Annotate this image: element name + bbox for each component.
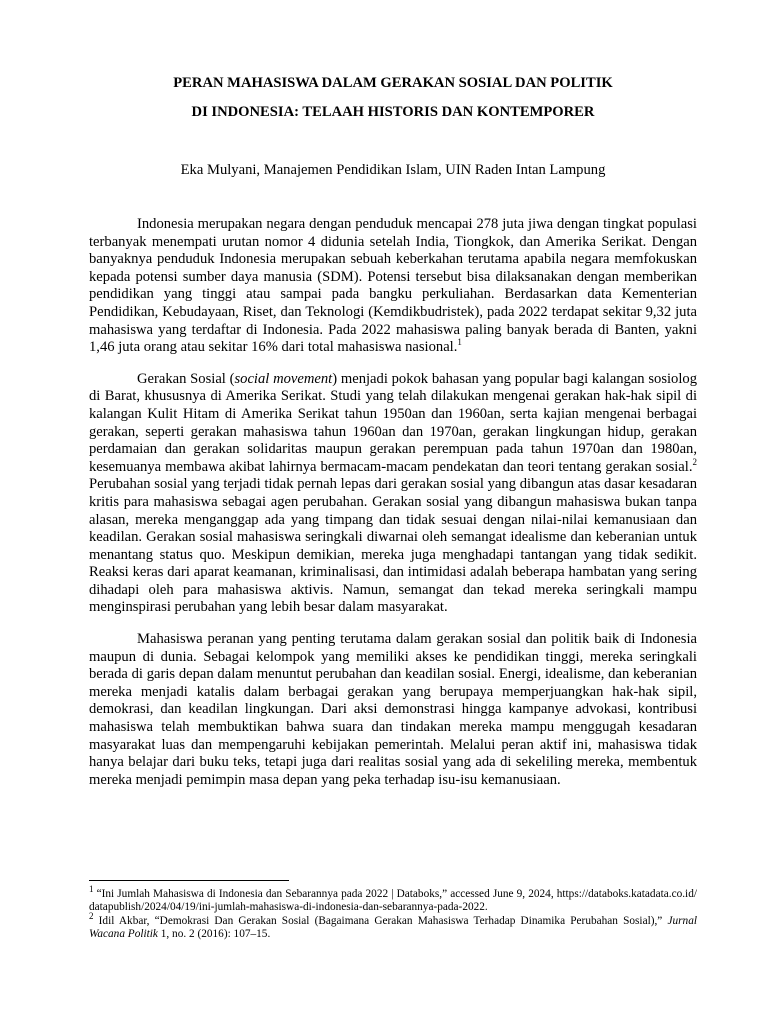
paragraph-2-text-c: Perubahan sosial yang terjadi tidak pernah lepas dari gerakan sosial yang dibangun atas dasar kesadaran kritis para mahasiswa sebagai agen perubahan. Gerakan sosial yang dibangun mahasiswa bukan tanpa alasan, mereka menganggap ada yang timpang dan tidak sesuai dengan nilai-nilai kemanusiaan dan keadilan. Gerakan sosial mahasiswa seringkali diwarnai oleh semangat idealisme dan keberanian untuk menantang status quo. Meskipun demikian, mereka juga menghadapi tantangan yang tidak sedikit. Reaksi keras dari aparat keamanan, kriminalisasi, dan intimidasi adalah beberapa hambatan yang sering dihadapi oleh para mahasiswa aktivis. Namun, semangat dan tekad mereka seringkali mampu menginspirasi perubahan yang lebih besar dalam masyarakat. xyxy=(89,476,697,616)
footnotes xyxy=(89,884,697,941)
footnote-1-url[interactable]: https://databoks.katadata.co.id/datapublish/2024/04/19/ini-jumlah-mahasiswa-di-indonesia-dan-sebarannya-pada-2022. xyxy=(89,888,697,914)
footnote-1 xyxy=(89,884,697,915)
paragraph-3-text: Mahasiswa peranan yang penting terutama dalam gerakan sosial dan politik baik di Indonesia maupun di dunia. Sebagai kelompok yang memiliki akses ke pendidikan tinggi, mereka seringkali berada di garis depan dalam menuntut perubahan dan keadilan sosial. Energi, idealisme, dan keberanian mereka menjadi katalis dalam berbagai gerakan yang berupaya memperjuangkan hak-hak sipil, demokrasi, dan keadilan lingkungan. Dari aksi demonstrasi hingga kampanye advokasi, kontribusi mahasiswa telah membuktikan bahwa suara dan tindakan mereka mampu menggugah kesadaran masyarakat luas dan mempengaruhi kebijakan pemerintah. Melalui peran aktif ini, mahasiswa tidak hanya belajar dari buku teks, tetapi juga dari realitas sosial yang ada di sekeliling mereka, membentuk mereka menjadi pemimpin masa depan yang peka terhadap isu-isu kemanusiaan. xyxy=(89,631,697,788)
footnote-2-journal: Jurnal Wacana Politik xyxy=(89,914,697,940)
title-line-2: DI INDONESIA: TELAAH HISTORIS DAN KONTEMPORER xyxy=(191,104,595,120)
footnote-1-text: “Ini Jumlah Mahasiswa di Indonesia dan Sebarannya pada 2022 | Databoks,” accessed June 9, 2024, xyxy=(93,888,557,900)
paragraph-3 xyxy=(89,631,697,789)
paragraph-2-text-b: ) menjadi pokok bahasan yang popular bagi kalangan sosiolog di Barat, khususnya di Amerika Serikat. Studi yang telah dilakukan mengenai gerakan hak-hak sipil di kalangan Kulit Hitam di Amerika Serikat tahun 1950an dan 1960an, serta kajian mengenai berbagai gerakan, seperti gerakan mahasiswa tahun 1960an dan 1970an, gerakan lingkungan hidup, gerakan perdamaian dan gerakan solidaritas maupun gerakan perempuan pada tahun 1970an dan 1980an, kesemuanya membawa akibat lahirnya bermacam-macam pendekatan dan teori tentang gerakan sosial. xyxy=(89,370,698,475)
footnote-1-number: 1 xyxy=(89,884,94,895)
footnote-2-rest: 1, no. 2 (2016): 107–15. xyxy=(157,927,271,940)
footnote-2 xyxy=(89,910,697,942)
paragraph-1-text: Indonesia merupakan negara dengan penduduk mencapai 278 juta jiwa dengan tingkat populasi terbanyak menempati urutan nomor 4 didunia setelah India, Tiongkok, dan Amerika Serikat. Dengan banyaknya penduduk Indonesia merupakan sebuah keberkahan terutama apabila negara memfokuskan kepada potensi sumber daya manusia (SDM). Potensi tersebut bisa dilaksanakan dengan memberikan pendidikan yang tinggi atau sampai pada bangku perkuliahan. Berdasarkan data Kementerian Pendidikan, Kebudayaan, Riset, dan Teknologi (Kemdikbudristek), pada 2022 terdapat sekitar 9,32 juta mahasiswa yang terdaftar di Indonesia. Pada 2022 mahasiswa paling banyak berada di Banten, yakni 1,46 juta orang atau sekitar 16% dari total mahasiswa nasional. xyxy=(89,216,697,356)
footnote-ref-1: 1 xyxy=(457,337,462,348)
footnote-2-text: Idil Akbar, “Demokrasi Dan Gerakan Sosial (Bagaimana Gerakan Mahasiswa Terhadap Dinamika Perubahan Sosial),” xyxy=(93,914,668,927)
paragraph-2-italic-term: social movement xyxy=(234,370,333,387)
paragraph-1 xyxy=(89,216,697,357)
footnote-ref-2: 2 xyxy=(692,456,697,467)
paragraph-2-text-a: Gerakan Sosial ( xyxy=(137,370,235,387)
author-affiliation: Eka Mulyani, Manajemen Pendidikan Islam, UIN Raden Intan Lampung xyxy=(180,162,606,178)
title-line-1: PERAN MAHASISWA DALAM GERAKAN SOSIAL DAN POLITIK xyxy=(173,75,613,91)
footnote-divider xyxy=(89,880,289,881)
paragraph-2 xyxy=(89,371,697,617)
paper-page xyxy=(89,0,697,1024)
footnote-2-number: 2 xyxy=(89,910,94,921)
body-text xyxy=(89,216,697,803)
